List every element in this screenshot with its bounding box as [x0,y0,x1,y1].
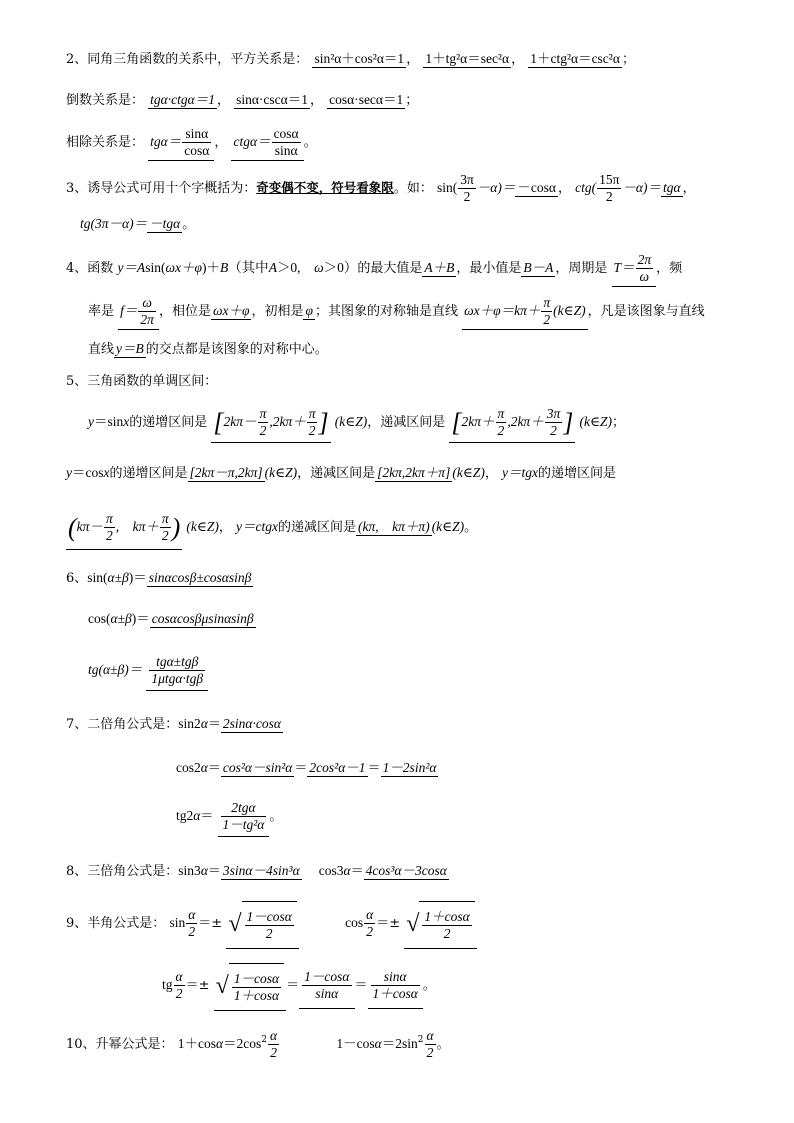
answer-blank: (kπ, kπ＋π) [358,519,430,534]
answer-blank: sinα·cscα＝1 [236,92,308,107]
induction-example-line: tg(3π－α)＝ －tgα 。 [80,216,196,232]
text: 、函数 [74,261,114,276]
section-number: 10 [66,1037,83,1052]
answer-blank: cos²α－sin²α [222,760,293,775]
section-intro: 、三倍角公式是： [74,864,179,879]
answer-blank: tgα·ctgα＝1 [150,92,215,107]
tg-sum-formula: tg(α±β)＝ tgα±tgβ 1μtgα·tgβ [88,650,208,691]
label: 倒数关系是： [66,93,145,108]
section-intro: 、同角三角函数的关系中，平方关系是： [74,52,309,67]
answer-blank: φ [305,303,313,318]
section-intro: 、三角函数的单调区间： [74,374,218,389]
sinusoid-line-1: 4、函数 y＝Asin(ωx＋φ)＋B（其中A＞0, ω＞0）的最大值是 A＋B ，最小值是 B－A ，周期是 T＝ $\frac{2\pi}{\omega}$ ，频 [66,250,682,287]
tg-monotonic-line: (kπ－ $\frac{\pi}{2}$ , kπ＋ $\frac{\pi}{2}$ ) (k∈Z)， y＝ctgx的递减区间是 (kπ, kπ＋π) (k∈Z)。 [66,505,477,550]
answer-blank: 2sinα·cosα [222,716,281,731]
answer-blank: tgα [663,180,681,195]
answer-blank: √ $\frac{1+\cos\alpha}{2}$ [404,900,477,949]
text: 的递减区间是 [278,520,357,535]
power-raising-line: 10、升幂公式是： $1+\cos\alpha=2\cos^2$ $\frac{\alpha}{2}$ $1-\cos\alpha=2\sin^2$ $\frac{\alpha}{2}$ 。 [66,1028,450,1060]
double-angle-cos: cos2α＝ cos²α－sin²α ＝ 2cos²α－1 ＝ 1－2sin²α [176,760,437,776]
section-number: 5 [66,374,75,389]
text: ，最小值是 [456,261,522,276]
answer-blank: 3sinα－4sin³α [222,863,300,878]
section-intro: 、半角公式是： [74,916,166,931]
text: 的交点都是该图象的对称中心。 [145,342,328,357]
answer-blank: [2kπ－π,2kπ] [189,465,263,480]
answer-blank: sinαcosβ±cosαsinβ [148,570,252,585]
answer-blank: ωx＋φ [212,303,250,318]
answer-blank: 4cos³α－3cosα [365,863,447,878]
answer-blank: ctgα＝ $\frac{\cos\alpha}{\sin\alpha}$ [231,124,303,161]
induction-formula-line: 3、诱导公式可用十个字概括为：奇变偶不变，符号看象限。如： sin( $\frac{3\pi}{2}$ －α)＝ －cosα ， ctg( $\frac{15\pi}{2}$ －α)＝ tgα ， [66,172,696,204]
section-intro: 、二倍角公式是： [74,717,179,732]
square-relations-line: 2、同角三角函数的关系中，平方关系是： sin²α＋cos²α＝1 ， 1＋tg²α＝sec²α ， 1＋ctg²α＝csc²α ； [66,51,635,67]
text: ；其图象的对称轴是直线 [314,304,458,319]
section-number: 2 [66,52,75,67]
label: 。如： [393,181,433,196]
numerator: 2tgα [221,800,267,817]
text: 的递增区间是 [537,466,616,481]
text: ，周期是 [555,261,608,276]
text: ，凡是该图象与直线 [587,304,705,319]
answer-blank: B－A [523,260,554,275]
answer-blank: [2kπ,2kπ＋π] [377,465,451,480]
section-number: 6 [66,571,75,586]
section-number: 8 [66,864,75,879]
label: 相除关系是： [66,135,145,150]
answer-blank: √ $\frac{1-\cos\alpha}{1+\cos\alpha}$ [214,962,287,1011]
text: ，初相是 [251,304,304,319]
triple-angle-line: 8、三倍角公式是：sin3α＝ 3sinα－4sin³α cos3α＝ 4cos³α－3cosα [66,863,447,879]
half-angle-line-2: tg $\frac{\alpha}{2}$ ＝± √ $\frac{1-\cos\alpha}{1+\cos\alpha}$ ＝ $\frac{1-\cos\alpha}{\sin\alpha}$ ＝ $\frac{\sin\alpha}{1+\cos\alpha}$ 。 [162,962,436,1011]
answer-blank: y＝B [116,341,144,356]
text: 的递增区间是 [109,466,188,481]
answer-blank: cosαcosβμsinαsinβ [151,611,254,626]
answer-blank: －cosα [517,180,556,195]
half-angle-line-1: 9、半角公式是： sin $\frac{\alpha}{2}$ ＝± √ $\frac{1-\cos\alpha}{2}$ cos $\frac{\alpha}{2}$ ＝± √ $\frac{1+\cos\alpha}{2}$ [66,900,477,949]
double-angle-tg: tg2α＝ 2tgα 1－tg²α 。 [176,796,282,837]
answer-blank: 1＋ctg²α＝csc²α [530,51,620,66]
answer-blank: －tgα [149,216,181,231]
answer-blank: (kπ－ $\frac{\pi}{2}$ , kπ＋ $\frac{\pi}{2}$ ) [66,505,182,550]
double-angle-sin: 7、二倍角公式是：sin2α＝ 2sinα·cosα [66,716,281,732]
text: 的最大值是 [357,261,423,276]
answer-blank: √ $\frac{1-\cos\alpha}{2}$ [226,900,299,949]
sinusoid-line-2: 率是 f＝ $\frac{\omega}{2\pi}$ ，相位是 ωx＋φ ，初相是 φ ；其图象的对称轴是直线 ωx＋φ＝kπ＋ $\frac{\pi}{2}$ (k∈Z) ，凡是该图象与直线 [88,293,705,330]
answer-blank: $\frac{1-\cos\alpha}{\sin\alpha}$ [299,962,354,1009]
sin-monotonic-line: y＝sinx的递增区间是 [2kπ－ $\frac{\pi}{2}$ ,2kπ＋ $\frac{\pi}{2}$ ] (k∈Z)，递减区间是 [2kπ＋ $\frac{\pi}{2}$ ,2kπ＋ $\frac{3\pi}{2}$ ] (k∈Z)； [88,402,625,443]
answer-blank: f＝ $\frac{\omega}{2\pi}$ [118,293,159,330]
answer-blank: tgα＝ $\frac{\sin\alpha}{\cos\alpha}$ [148,124,214,161]
answer-blank: ωx＋φ＝kπ＋ $\frac{\pi}{2}$ (k∈Z) [462,293,588,330]
answer-blank [218,796,270,837]
cos-monotonic-line: y＝cosx的递增区间是 [2kπ－π,2kπ] (k∈Z)，递减区间是 [2kπ,2kπ＋π] (k∈Z)， y＝tgx的递增区间是 [66,465,616,481]
answer-blank: T＝ $\frac{2\pi}{\omega}$ [612,250,657,287]
section-number: 9 [66,916,75,931]
reciprocal-relations-line: 倒数关系是： tgα·ctgα＝1 ， sinα·cscα＝1 ， cosα·secα＝1 ； [66,92,419,108]
section-intro: 、升幂公式是： [82,1037,174,1052]
section-number: 4 [66,261,75,276]
quotient-relations-line: 相除关系是： tgα＝ $\frac{\sin\alpha}{\cos\alpha}$ ， ctgα＝ $\frac{\cos\alpha}{\sin\alpha}$ 。 [66,124,317,161]
sinusoid-line-3: 直线 y＝B 的交点都是该图象的对称中心。 [88,341,328,357]
answer-blank: [2kπ－ $\frac{\pi}{2}$ ,2kπ＋ $\frac{\pi}{2}$ ] [211,402,330,443]
text: 的递增区间是 [129,415,208,430]
answer-blank: sin²α＋cos²α＝1 [314,51,405,66]
text: ，相位是 [158,304,211,319]
answer-blank: $\frac{\sin\alpha}{1+\cos\alpha}$ [368,962,423,1009]
section-number: 7 [66,717,75,732]
answer-blank: cosα·secα＝1 [329,92,404,107]
cos-sum-formula: cos(α±β)＝ cosαcosβμsinαsinβ [88,611,254,626]
answer-blank [146,650,208,691]
numerator: tgα±tgβ [149,654,205,671]
denominator: 1μtgα·tgβ [151,671,204,687]
section-title [66,373,217,391]
answer-blank: [2kπ＋ $\frac{\pi}{2}$ ,2kπ＋ $\frac{3\pi}{2}$ ] [449,402,575,443]
mnemonic-rule: 奇变偶不变，符号看象限 [256,180,394,195]
denominator: 1－tg²α [222,817,265,833]
answer-blank: A＋B [424,260,455,275]
sin-sum-formula: 6、sin(α±β)＝ sinαcosβ±cosαsinβ [66,570,252,586]
section-number: 3 [66,181,75,196]
section-intro: 、诱导公式可用十个字概括为： [74,181,257,196]
answer-blank: 2cos²α－1 [309,760,366,775]
answer-blank: 1＋tg²α＝sec²α [425,51,510,66]
answer-blank: 1－2sin²α [382,760,437,775]
